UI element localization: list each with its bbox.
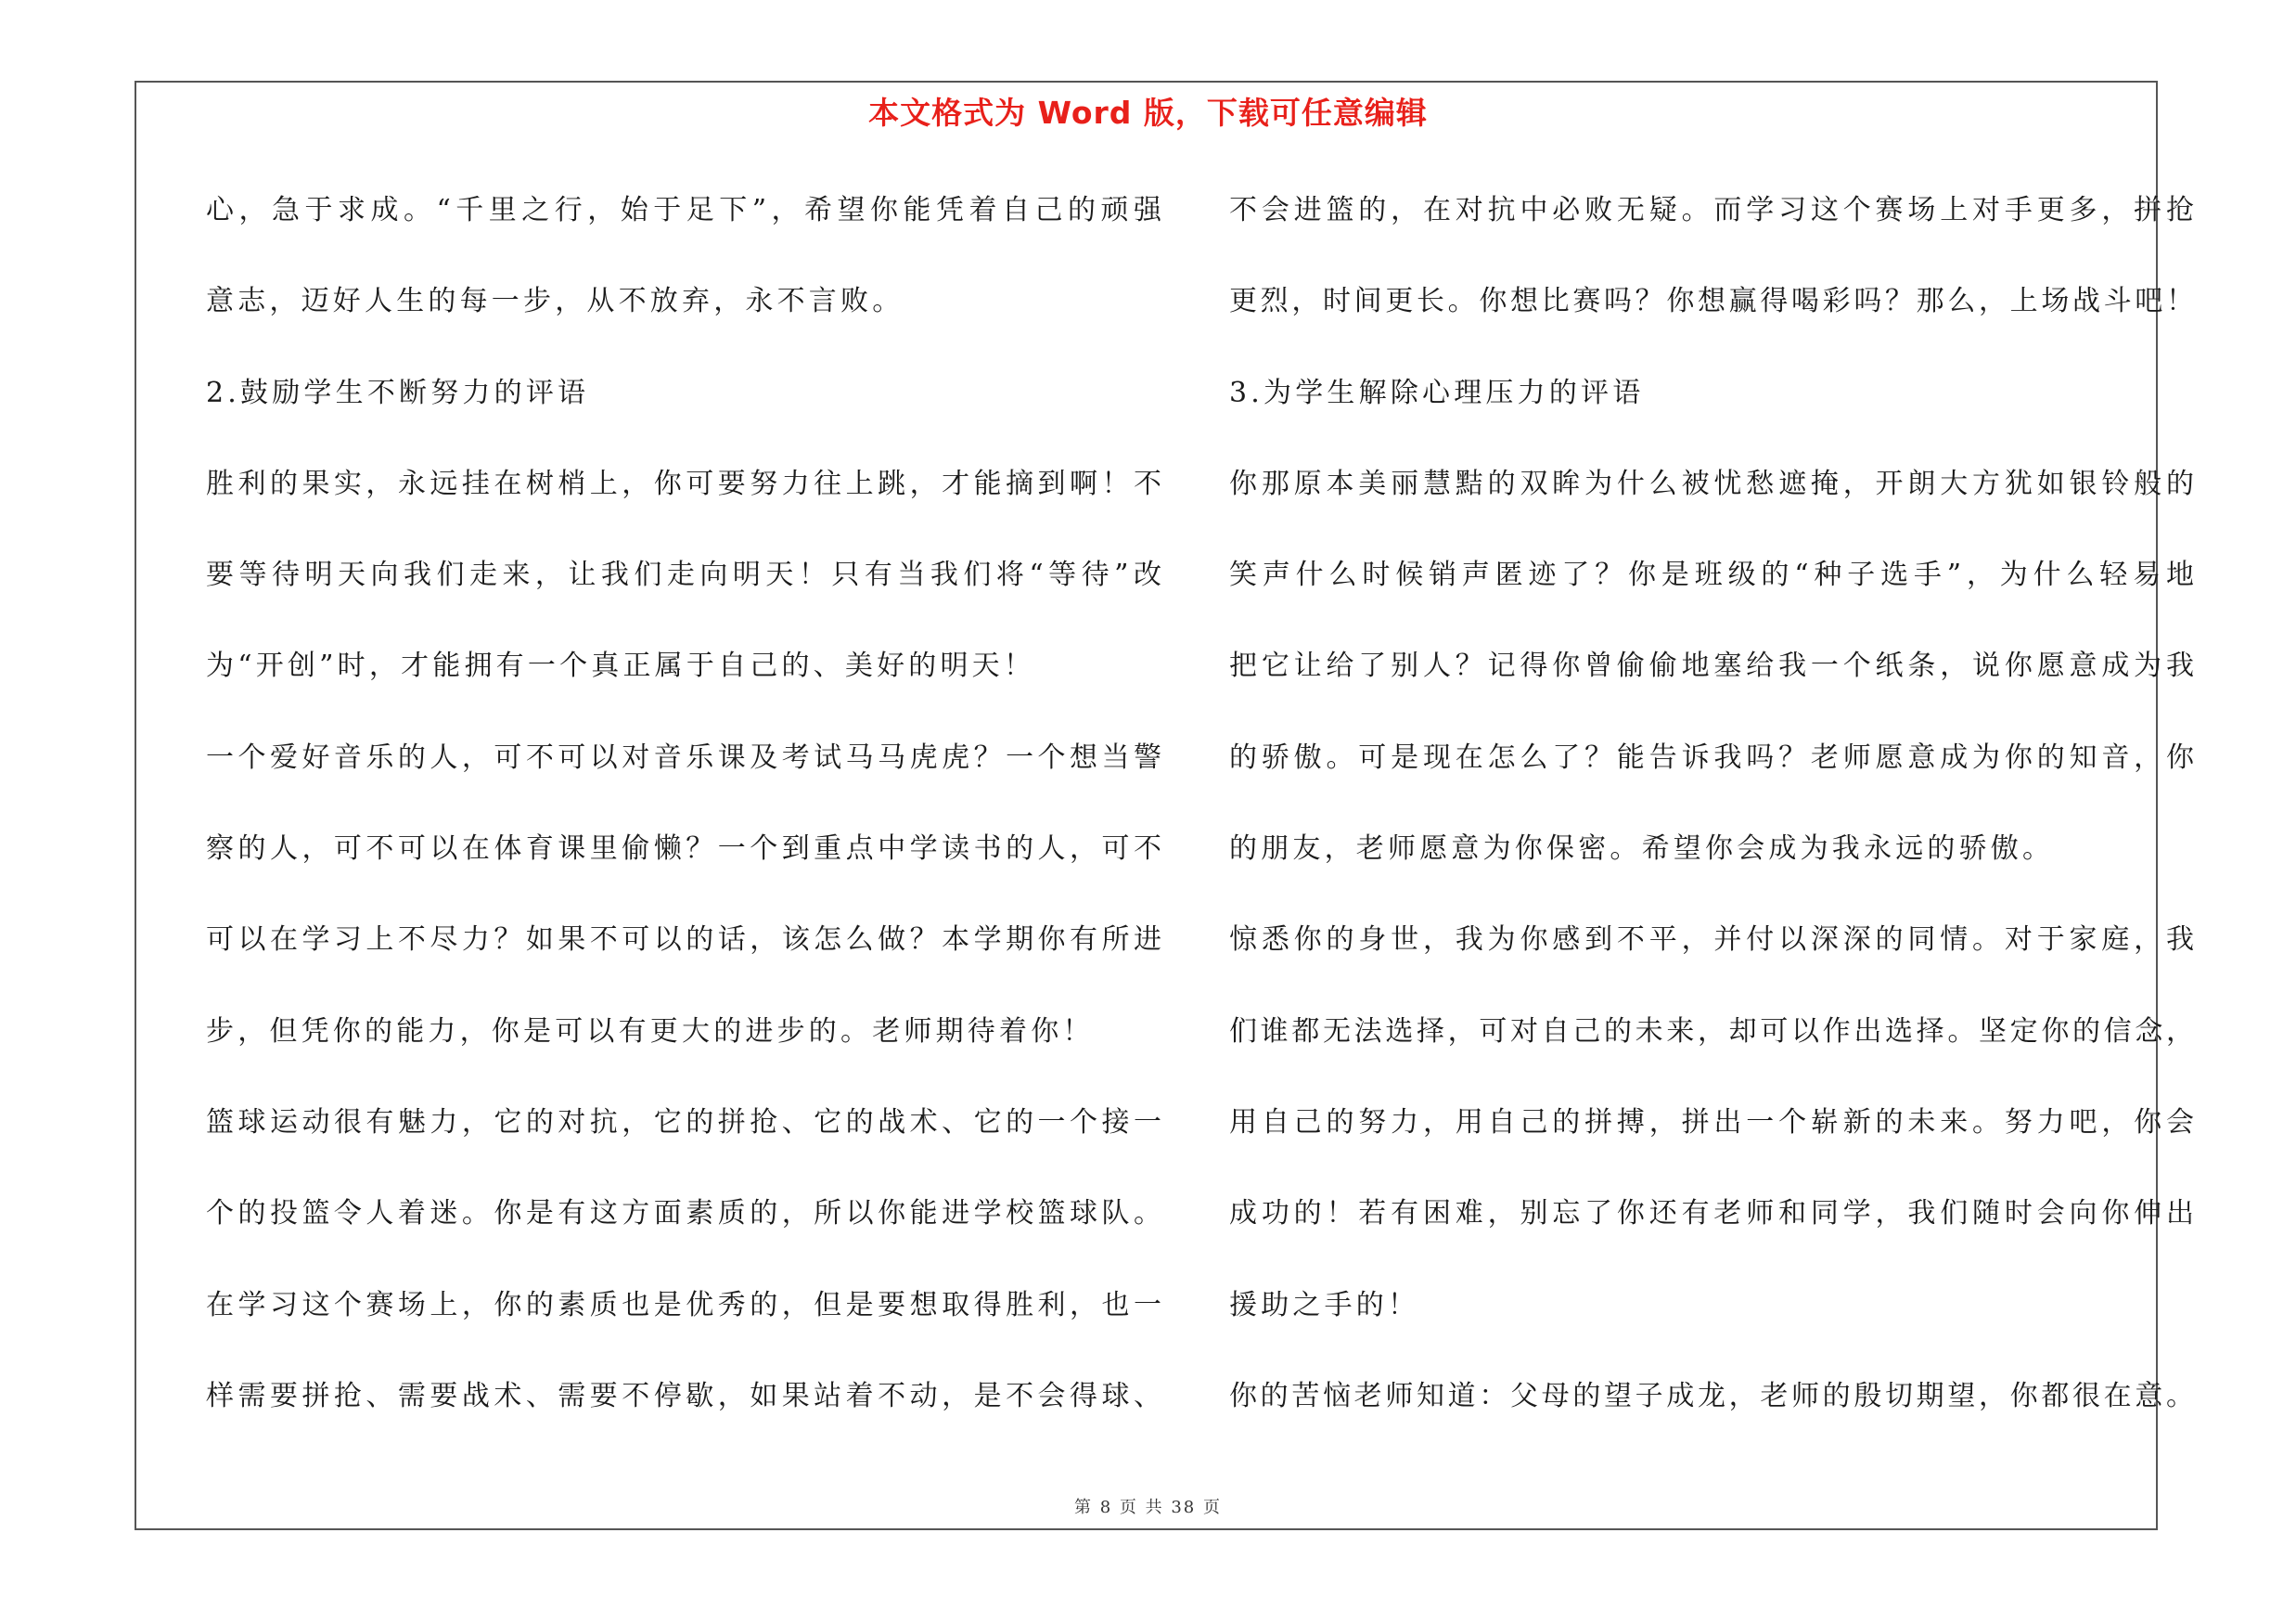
text-line: 你那原本美丽慧黠的双眸为什么被忧愁遮掩，开朗大方犹如银铃般的 — [1229, 467, 2194, 500]
text-line: 的朋友，老师愿意为你保密。希望你会成为我永远的骄傲。 — [1229, 832, 2055, 866]
section-heading: 3.为学生解除心理压力的评语 — [1229, 376, 1645, 409]
section-heading: 2.鼓励学生不断努力的评语 — [206, 376, 590, 409]
text-line: 不会进篮的，在对抗中必败无疑。而学习这个赛场上对手更多，拼抢 — [1229, 194, 2194, 226]
text-line: 援助之手的！ — [1229, 1288, 1420, 1321]
text-line: 要等待明天向我们走来，让我们走向明天！只有当我们将“等待”改 — [206, 559, 1161, 592]
text-line: 胜利的果实，永远挂在树梢上，你可要努力往上跳，才能摘到啊！不 — [206, 467, 1161, 500]
text-line: 可以在学习上不尽力？如果不可以的话，该怎么做？本学期你有所进 — [206, 923, 1161, 957]
page-number-footer: 第 8 页 共 38 页 — [1074, 1498, 1222, 1517]
text-line: 用自己的努力，用自己的拼搏，拼出一个崭新的未来。努力吧，你会 — [1229, 1105, 2194, 1139]
text-line: 个的投篮令人着迷。你是有这方面素质的，所以你能进学校篮球队。 — [206, 1197, 1161, 1230]
text-line: 样需要拼抢、需要战术、需要不停歇，如果站着不动，是不会得球、 — [206, 1379, 1161, 1412]
text-line: 篮球运动很有魅力，它的对抗，它的拼抢、它的战术、它的一个接一 — [206, 1105, 1161, 1139]
left-text-column — [206, 181, 1161, 1458]
text-line: 察的人，可不可以在体育课里偷懒？一个到重点中学读书的人，可不 — [206, 832, 1161, 866]
text-line: 心，急于求成。“千里之行，始于足下”，希望你能凭着自己的顽强 — [206, 194, 1161, 226]
text-line: 为“开创”时，才能拥有一个真正属于自己的、美好的明天！ — [206, 650, 1036, 683]
text-line: 成功的！若有困难，别忘了你还有老师和同学，我们随时会向你伸出 — [1229, 1197, 2194, 1230]
right-text-column — [1229, 181, 2194, 1458]
text-line: 更烈，时间更长。你想比赛吗？你想赢得喝彩吗？那么，上场战斗吧！ — [1229, 285, 2194, 318]
text-line: 惊悉你的身世，我为你感到不平，并付以深深的同情。对于家庭，我 — [1229, 923, 2194, 957]
text-line: 步，但凭你的能力，你是可以有更大的进步的。老师期待着你！ — [206, 1014, 1095, 1048]
text-line: 在学习这个赛场上，你的素质也是优秀的，但是要想取得胜利，也一 — [206, 1288, 1161, 1321]
text-line: 笑声什么时候销声匿迹了？你是班级的“种子选手”，为什么轻易地 — [1229, 559, 2194, 592]
text-line: 把它让给了别人？记得你曾偷偷地塞给我一个纸条，说你愿意成为我 — [1229, 650, 2194, 683]
text-line: 的骄傲。可是现在怎么了？能告诉我吗？老师愿意成为你的知音，你 — [1229, 741, 2194, 774]
text-line: 你的苦恼老师知道：父母的望子成龙，老师的殷切期望，你都很在意。 — [1229, 1379, 2194, 1412]
text-line: 们谁都无法选择，可对自己的未来，却可以作出选择。坚定你的信念， — [1229, 1014, 2194, 1048]
word-format-banner: 本文格式为 Word 版，下载可任意编辑 — [868, 95, 1428, 131]
text-line: 意志，迈好人生的每一步，从不放弃，永不言败。 — [206, 285, 904, 318]
text-line: 一个爱好音乐的人，可不可以对音乐课及考试马马虎虎？一个想当警 — [206, 741, 1161, 774]
